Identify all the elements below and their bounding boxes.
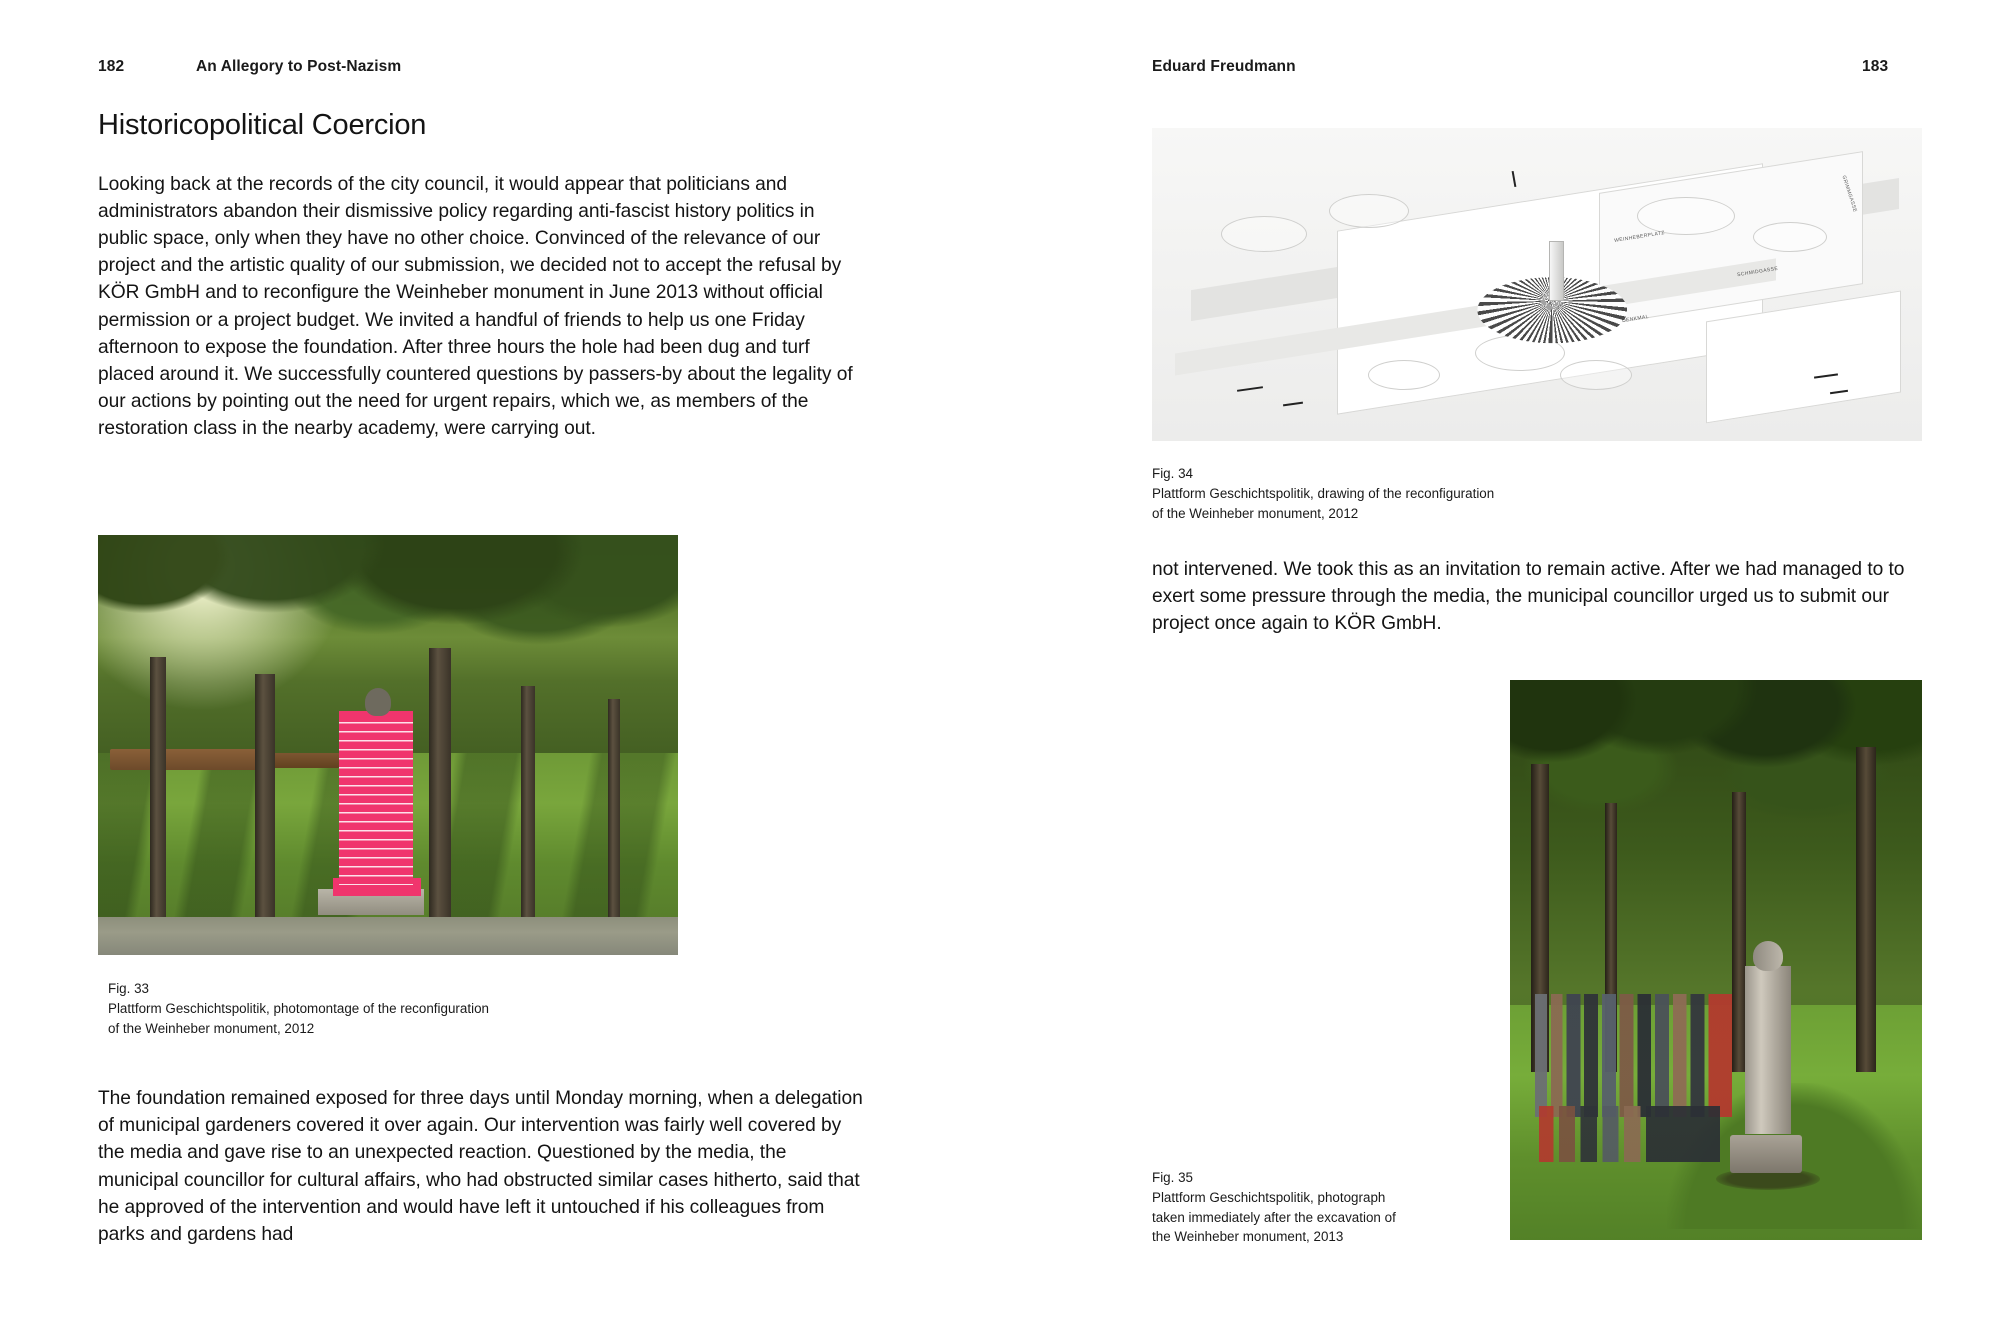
tree-trunk — [608, 699, 620, 917]
running-head-left: An Allegory to Post-Nazism — [196, 58, 402, 75]
tree-trunk — [255, 674, 275, 918]
figure-35-caption-line-2: taken immediately after the excavation of — [1152, 1209, 1396, 1225]
figure-35-label: Fig. 35 — [1152, 1170, 1194, 1185]
monument-bust — [365, 688, 391, 716]
group-of-people-standing — [1535, 994, 1733, 1117]
monument-pink-slab — [339, 711, 413, 896]
monument-stone — [1745, 966, 1791, 1134]
drawing-street-label: SCHMIDGASSE — [1736, 265, 1779, 279]
left-page-column — [98, 108, 868, 443]
figure-33-image — [98, 535, 678, 955]
drawing-tree-circle — [1753, 222, 1827, 252]
monument-foundation — [1730, 1135, 1802, 1173]
page-number-right: 183 — [1862, 58, 1889, 75]
park-path — [98, 917, 678, 955]
tree-trunk — [1856, 747, 1876, 1072]
drawing-tree-circle — [1329, 194, 1409, 228]
drawing-monument-label: DENKMAL — [1621, 313, 1649, 324]
park-bench — [110, 749, 261, 770]
figure-33-caption — [108, 979, 678, 1038]
body-paragraph-2: The foundation remained exposed for three days until Monday morning, when a delegation of municipal gardeners covered it over again. Our intervention was fairly well covered by the media and gave rise to an unexpected reaction. Questioned by the media, the municipal councillor for cultural affairs, who had obstructed similar cases hitherto, said that he approved of the intervention and would have left it untouched if his colleagues from parks and gardens had — [98, 1088, 863, 1245]
figure-34-label: Fig. 34 — [1152, 466, 1194, 481]
tree-trunk — [150, 657, 166, 917]
drawing-street-label: WEINHEBERPLATZ — [1613, 230, 1666, 245]
figure-35 — [1510, 680, 1922, 1240]
drawing-tree-circle — [1637, 197, 1735, 235]
figure-33-label: Fig. 33 — [108, 981, 150, 996]
figure-34-caption-line-1: Plattform Geschichtspolitik, drawing of the reconfiguration — [1152, 485, 1495, 501]
figure-34-caption — [1152, 464, 1922, 523]
monument-bust — [1753, 941, 1783, 971]
figure-34-image — [1152, 128, 1922, 441]
drawing-tree-circle — [1560, 360, 1632, 390]
figure-33-caption-line-1: Plattform Geschichtspolitik, photomontage of the reconfiguration — [108, 1000, 489, 1016]
figure-35-caption-line-1: Plattform Geschichtspolitik, photograph — [1152, 1189, 1386, 1205]
drawing-street-label: GRIMMGASSE — [1840, 174, 1858, 213]
figure-35-caption — [1152, 1168, 1482, 1247]
drawing-obelisk — [1549, 241, 1564, 301]
drawing-tree-circle — [1221, 216, 1307, 252]
drawing-tree-circle — [1368, 360, 1440, 390]
tree-trunk — [521, 686, 535, 917]
page-number-left: 182 — [98, 58, 125, 75]
left-page-lower-text — [98, 1085, 868, 1248]
figure-33 — [98, 535, 678, 1038]
body-paragraph-3: not intervened. We took this as an invitation to remain active. After we had managed to to exert some pressure through the media, the municipal councillor urged us to submit our project once again to KÖR GmbH. — [1152, 559, 1905, 635]
figure-33-caption-line-2: of the Weinheber monument, 2012 — [108, 1020, 315, 1036]
figure-35-image — [1510, 680, 1922, 1240]
running-head-right: Eduard Freudmann — [1152, 58, 1296, 75]
right-page-text — [1152, 556, 1914, 638]
group-of-people-kneeling — [1539, 1106, 1720, 1162]
monument-text-lines — [339, 722, 413, 885]
page-title: Historicopolitical Coercion — [98, 109, 427, 141]
body-paragraph-1: Looking back at the records of the city council, it would appear that politicians and administrators abandon their dismissive policy regarding anti-fascist history politics in public space, only when they have no other choice. Convinced of the relevance of our project and the artistic quality of our submission, we decided not to accept the refusal by KÖR GmbH and to reconfigure the Weinheber monument in June 2013 without official permission or a project budget. We invited a handful of friends to help us one Friday afternoon to expose the foundation. After three hours the hole had been dug and turf placed around it. We successfully countered questions by passers-by about the legality of our actions by pointing out the need for urgent repairs, which we, as members of the restoration class in the nearby academy, were carrying out. — [98, 173, 853, 440]
figure-34-caption-line-2: of the Weinheber monument, 2012 — [1152, 505, 1359, 521]
tree-trunk — [429, 648, 451, 917]
figure-34 — [1152, 128, 1922, 523]
figure-35-caption-line-3: the Weinheber monument, 2013 — [1152, 1229, 1344, 1245]
